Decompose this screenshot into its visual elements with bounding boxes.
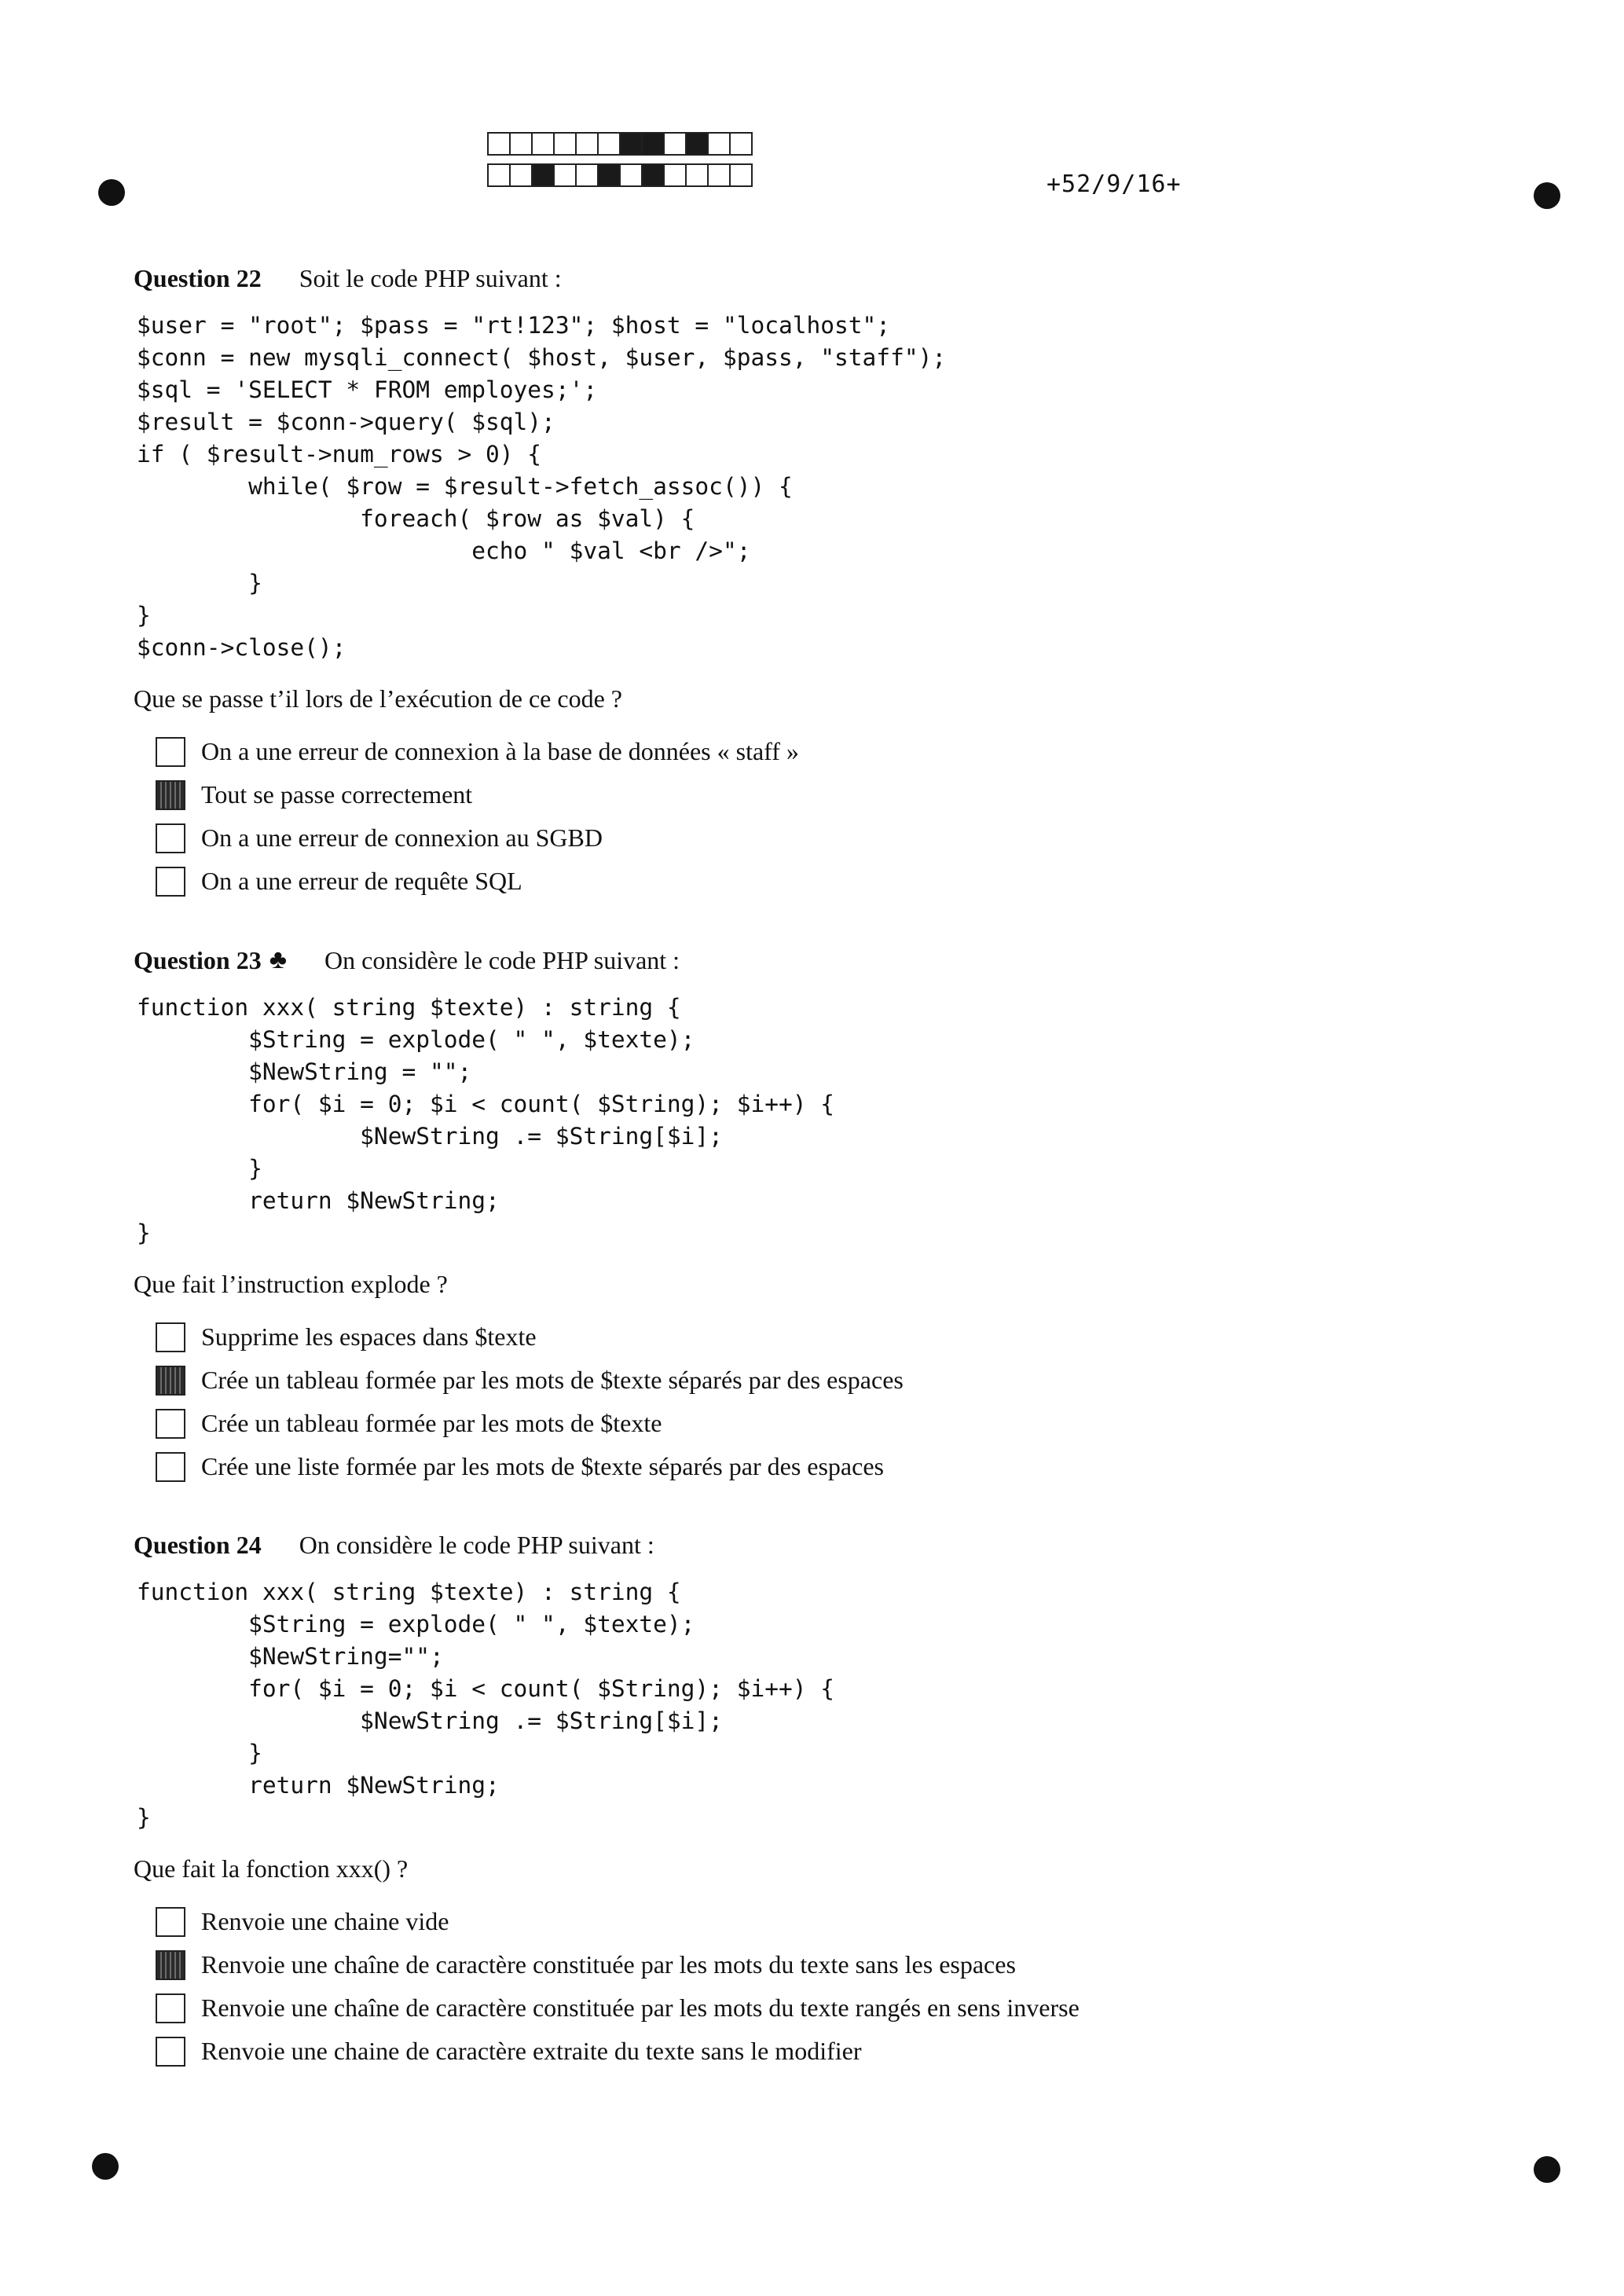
question-prompt: Que fait l’instruction explode ? (134, 1270, 448, 1298)
answer-text: On a une erreur de connexion à la base de données « staff » (201, 737, 799, 765)
question-prompt: Que se passe t’il lors de l’exécution de ce code ? (134, 684, 622, 713)
answer-text: Crée un tableau formée par les mots de $texte (201, 1409, 662, 1437)
code-box (663, 163, 687, 187)
answer-text: On a une erreur de requête SQL (201, 867, 522, 895)
code-box (685, 132, 709, 156)
answer-options (134, 1900, 1548, 2073)
question-label: Question 24 (134, 1530, 262, 1559)
answer-text: Renvoie une chaîne de caractère constituée par les mots du texte rangés en sens inverse (201, 1993, 1080, 2022)
code-listing: function xxx( string $texte) : string { $String = explode( " ", $texte); $NewString=""; for( $i = 0; $i < count( $String); $i++) { $NewString .= $String[$i]; } return $NewString; } (137, 1579, 835, 1831)
question-header (134, 943, 1548, 977)
answer-checkbox[interactable] (156, 780, 185, 810)
code-box (619, 132, 643, 156)
code-listing: function xxx( string $texte) : string { $String = explode( " ", $texte); $NewString = ""; for( $i = 0; $i < count( $String); $i++) { $NewString .= $String[$i]; } return $NewString; } (137, 994, 835, 1246)
answer-options (134, 730, 1548, 903)
code-box (663, 132, 687, 156)
code-box (619, 163, 643, 187)
answer-text: Crée une liste formée par les mots de $texte séparés par des espaces (201, 1452, 884, 1480)
code-box (641, 132, 665, 156)
answer-option (134, 1402, 1548, 1445)
question-label: Question 23 ♣ (134, 945, 287, 974)
question-22 (134, 261, 1548, 903)
answer-checkbox[interactable] (156, 1452, 185, 1482)
code-box (531, 132, 555, 156)
page-code-boxes-row-1 (487, 132, 751, 156)
answer-option (134, 1359, 1548, 1402)
code-box (553, 132, 577, 156)
question-prompt: Que fait la fonction xxx() ? (134, 1854, 409, 1883)
code-box (707, 132, 731, 156)
question-23 (134, 943, 1548, 1488)
answer-text: Supprime les espaces dans $texte (201, 1322, 537, 1351)
answer-option (134, 1900, 1548, 1943)
question-label: Question 22 (134, 263, 262, 292)
answer-text: Tout se passe correctement (201, 780, 473, 809)
answer-checkbox[interactable] (156, 1907, 185, 1937)
answer-checkbox[interactable] (156, 823, 185, 853)
registration-mark-top-left (98, 179, 125, 206)
code-box (553, 163, 577, 187)
question-intro: Soit le code PHP suivant : (299, 263, 562, 292)
code-box (641, 163, 665, 187)
answer-option (134, 2030, 1548, 2073)
question-intro: On considère le code PHP suivant : (324, 945, 680, 974)
code-box (707, 163, 731, 187)
page-code-boxes-row-2 (487, 163, 751, 187)
answer-checkbox[interactable] (156, 1366, 185, 1396)
code-box (509, 163, 533, 187)
code-box (575, 132, 599, 156)
answer-options (134, 1315, 1548, 1488)
code-box (597, 163, 621, 187)
answer-option (134, 816, 1548, 860)
question-header (134, 261, 1548, 295)
answer-checkbox[interactable] (156, 1950, 185, 1980)
answer-text: Renvoie une chaine de caractère extraite du texte sans le modifier (201, 2037, 862, 2065)
code-box (575, 163, 599, 187)
answer-checkbox[interactable] (156, 1409, 185, 1439)
code-box (685, 163, 709, 187)
answer-checkbox[interactable] (156, 737, 185, 767)
answer-checkbox[interactable] (156, 867, 185, 897)
page-identifier: +52/9/16+ (1047, 171, 1182, 198)
answer-option (134, 1445, 1548, 1488)
code-box (729, 132, 753, 156)
code-box (729, 163, 753, 187)
registration-mark-bottom-right (1534, 2156, 1560, 2183)
registration-mark-bottom-left (92, 2153, 119, 2180)
answer-text: On a une erreur de connexion au SGBD (201, 823, 603, 852)
answer-option (134, 860, 1548, 903)
answer-text: Renvoie une chaîne de caractère constituée par les mots du texte sans les espaces (201, 1950, 1016, 1979)
code-box (509, 132, 533, 156)
club-icon: ♣ (269, 945, 287, 974)
code-listing: $user = "root"; $pass = "rt!123"; $host = "localhost"; $conn = new mysqli_connect( $host, $user, $pass, "staff"); $sql = 'SELECT * FROM employes;'; $result = $conn->query( $sql); if ( $result->num_rows > 0) { while( $row = $result->fetch_assoc()) { foreach( $row as $val) { echo " $val <br />"; } } $conn->close(); (137, 312, 947, 661)
code-box (487, 163, 511, 187)
answer-option (134, 1986, 1548, 2030)
answer-option (134, 773, 1548, 816)
answer-text: Renvoie une chaine vide (201, 1907, 449, 1935)
answer-checkbox[interactable] (156, 1993, 185, 2023)
answer-option (134, 730, 1548, 773)
question-header (134, 1528, 1548, 1562)
answer-text: Crée un tableau formée par les mots de $texte séparés par des espaces (201, 1366, 904, 1394)
code-box (597, 132, 621, 156)
code-box (531, 163, 555, 187)
registration-mark-top-right (1534, 182, 1560, 209)
question-intro: On considère le code PHP suivant : (299, 1530, 654, 1559)
answer-option (134, 1943, 1548, 1986)
answer-option (134, 1315, 1548, 1359)
answer-checkbox[interactable] (156, 1322, 185, 1352)
question-24 (134, 1528, 1548, 2073)
answer-checkbox[interactable] (156, 2037, 185, 2067)
code-box (487, 132, 511, 156)
